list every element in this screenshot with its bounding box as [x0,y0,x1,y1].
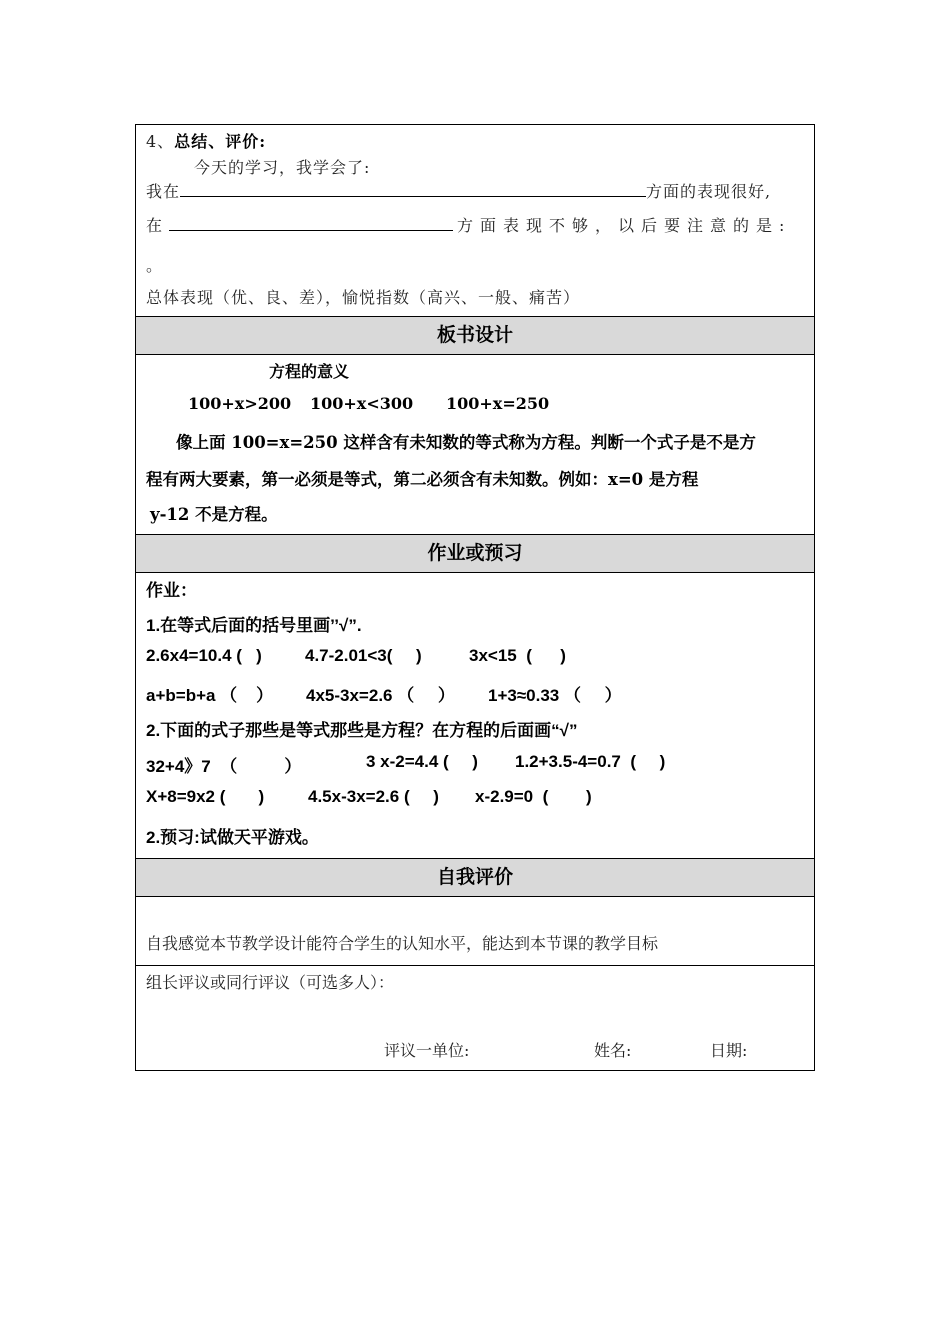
homework-label: 作业： [146,581,197,600]
summary-line3: 在 方面表现不够，以后要注意的是: [146,216,792,235]
summary-line5: 总体表现（优、良、差），愉悦指数（高兴、一般、痛苦） [146,288,581,307]
blank-line-good[interactable] [180,182,646,197]
peer-section [136,966,814,1070]
homework-preview: 2.预习:试做天平游戏。 [146,828,319,847]
peer-name: 姓名: [594,1041,632,1060]
board-para-1: 像上面 100=x=250 这样含有未知数的等式称为方程。判断一个式子是不是方 [176,433,756,452]
summary-section [136,125,814,317]
q1-item-3: 3x<15 ( ) [469,646,566,665]
summary-line2: 我在 方面的表现很好, [146,182,772,201]
blank-line-improve[interactable] [169,216,453,231]
homework-q2: 2.下面的式子那些是等式那些是方程？在方程的后面画“√” [146,721,578,740]
peer-date: 日期: [710,1041,748,1060]
board-section [136,355,814,535]
q1-item-1: 2.6x4=10.4 ( ) [146,646,262,665]
peer-label: 组长评议或同行评议（可选多人）： [146,973,395,992]
board-expr-2: 100+x<300 [310,394,414,413]
q2-item-2: 3 x-2=4.4 ( ) [366,752,478,771]
homework-section [136,573,814,859]
self-eval-header: 自我评价 [136,859,814,897]
q1-item-6: 1+3≈0.33 （ ） [488,686,622,705]
board-para-3: y-12 不是方程。 [150,505,278,524]
self-eval-text: 自我感觉本节教学设计能符合学生的认知水平，能达到本节课的教学目标 [146,934,659,953]
q2-item-6: x-2.9=0 ( ) [475,787,592,806]
q1-item-2: 4.7-2.01<3( ) [305,646,422,665]
summary-heading: 4、总结、评价: [146,132,267,151]
q2-item-3: 1.2+3.5-4=0.7 ( ) [515,752,666,771]
lesson-form [135,124,815,1071]
board-expr-3: 100+x=250 [446,394,550,413]
homework-header: 作业或预习 [136,535,814,573]
summary-line1: 今天的学习，我学会了: [194,158,371,177]
peer-unit: 评议一单位: [384,1041,470,1060]
board-para-2: 程有两大要素，第一必须是等式，第二必须含有未知数。例如：x=0 是方程 [146,470,699,489]
self-eval-section [136,897,814,966]
board-title: 方程的意义 [269,362,350,381]
q2-item-4: X+8=9x2 ( ) [146,787,265,806]
homework-q1: 1.在等式后面的括号里画’’√”. [146,616,362,635]
q1-item-4: a+b=b+a （ ） [146,686,274,705]
q2-item-1: 32+4》7 （ ） [146,757,302,776]
q2-item-5: 4.5x-3x=2.6 ( ) [308,787,439,806]
summary-line4: 。 [146,256,164,275]
board-header: 板书设计 [136,317,814,355]
board-expr-1: 100+x>200 [188,394,292,413]
q1-item-5: 4x5-3x=2.6 （ ） [306,686,455,705]
